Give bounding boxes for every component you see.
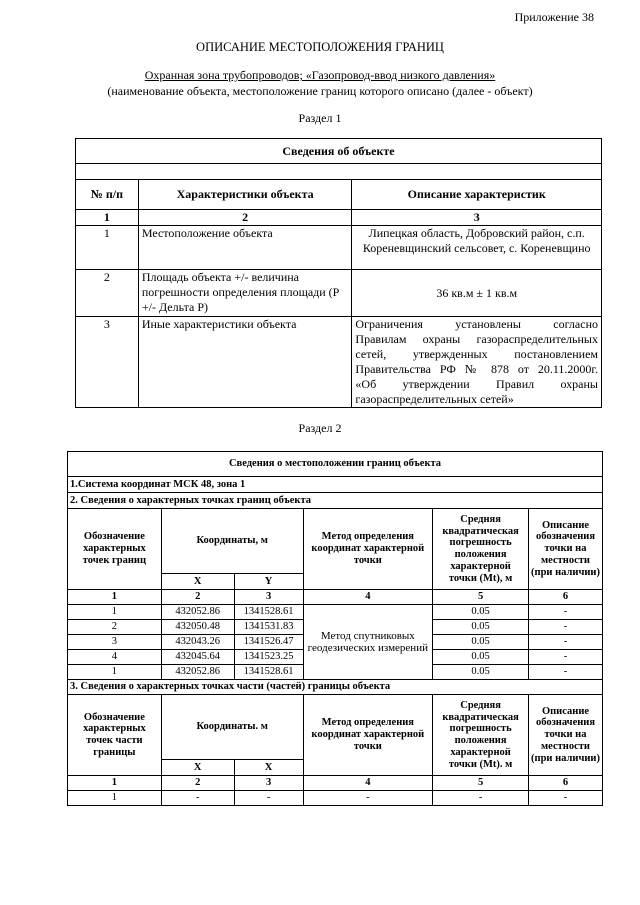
part-point-mt: - [433,791,529,806]
point-id: 4 [68,650,162,665]
header-part-error: Средняя квадратическая погрешность положения характерной точки (Mt). м [433,695,529,776]
point-id: 2 [68,620,162,635]
col-number: 1 [68,776,162,791]
col-number: 1 [76,210,139,226]
row-number: 3 [76,317,139,408]
section-2-label: Раздел 2 [298,421,342,435]
header-method: Метод определения координат характерной точки [303,509,433,590]
point-y: 1341531.83 [234,620,303,635]
part3-title: 3. Сведения о характерных точках части (частей) границы объекта [68,680,603,695]
part-point-x1: - [161,791,234,806]
col-number: 5 [433,590,529,605]
value-line: сетей, утвержденных постановлением [355,347,598,361]
header-point: Обозначение характерных точек границ [68,509,162,590]
col-number: 2 [138,210,352,226]
col-number: 2 [161,776,234,791]
col-number: 4 [303,776,433,791]
characteristic-name: Иные характеристики объекта [138,317,352,408]
part-point-id: 1 [68,791,162,806]
object-description: (наименование объекта, местоположение границ которого описано (далее - объект) [107,84,533,98]
col-number: 3 [234,776,303,791]
col-number: 4 [303,590,433,605]
point-id: 3 [68,635,162,650]
document-title: ОПИСАНИЕ МЕСТОПОЛОЖЕНИЯ ГРАНИЦ [196,40,444,54]
characteristic-value: 36 кв.м ± 1 кв.м [352,270,602,317]
point-desc: - [529,620,603,635]
header-coords: Координаты, м [161,509,303,574]
appendix-label: Приложение 38 [514,10,594,24]
col-header-number: № п/п [76,180,139,210]
table-row [68,605,603,620]
part-point-desc: - [529,791,603,806]
point-id: 1 [68,665,162,680]
part-point-method: - [303,791,433,806]
point-x: 432043.26 [161,635,234,650]
point-mt: 0.05 [433,620,529,635]
header-desc: Описание обозначения точки на местности (при наличии) [529,509,603,590]
value-line: Ограничения установлены согласно [355,317,598,331]
point-method: Метод спутниковых геодезических измерений [303,605,433,680]
point-desc: - [529,635,603,650]
point-x: 432050.48 [161,620,234,635]
point-x: 432052.86 [161,605,234,620]
header-part-x2: X [234,760,303,776]
col-number: 3 [352,210,602,226]
point-desc: - [529,650,603,665]
point-y: 1341528.61 [234,665,303,680]
point-x: 432052.86 [161,665,234,680]
characteristic-name: Площадь объекта +/- величина погрешности определения площади (Р +/- Дельта Р) [138,270,352,317]
point-y: 1341523.25 [234,650,303,665]
col-number: 5 [433,776,529,791]
header-part-method: Метод определения координат характерной точки [303,695,433,776]
value-line: Правительства РФ № 878 от 20.11.2000г. [355,362,598,376]
object-name [0,68,640,83]
point-mt: 0.05 [433,635,529,650]
point-desc: - [529,665,603,680]
point-desc: - [529,605,603,620]
value-line: «Об утверждении Правил охраны [355,377,598,391]
point-x: 432045.64 [161,650,234,665]
header-error: Средняя квадратическая погрешность положения характерной точки (Mt), м [433,509,529,590]
header-part-desc: Описание обозначения точки на местности (при наличии) [529,695,603,776]
characteristic-name: Местоположение объекта [138,226,352,270]
section-1-label: Раздел 1 [298,111,342,125]
point-y: 1341528.61 [234,605,303,620]
header-part-coords: Координаты. м [161,695,303,760]
col-number: 3 [234,590,303,605]
point-mt: 0.05 [433,650,529,665]
spacer-row [76,164,602,180]
point-mt: 0.05 [433,665,529,680]
part2-title: 2. Сведения о характерных точках границ объекта [68,493,603,509]
point-mt: 0.05 [433,605,529,620]
header-part-x1: X [161,760,234,776]
col-number: 2 [161,590,234,605]
header-y: Y [234,574,303,590]
col-header-description: Описание характеристик [352,180,602,210]
point-id: 1 [68,605,162,620]
value-line: Правилам охраны газораспределительных [355,332,598,346]
object-info-table [75,138,602,408]
boundary-table [67,451,603,806]
col-number: 6 [529,776,603,791]
coord-system: 1.Система координат МСК 48, зона 1 [68,477,603,493]
header-x: X [161,574,234,590]
value-line: газораспределительных сетей» [355,392,514,406]
col-header-characteristic: Характеристики объекта [138,180,352,210]
part-point-x2: - [234,791,303,806]
characteristic-value: Липецкая область, Добровский район, с.п. Кореневщинский сельсовет, с. Кореневщино [352,226,602,270]
row-number: 2 [76,270,139,317]
header-part-point: Обозначение характерных точек части границы [68,695,162,776]
object-info-title: Сведения об объекте [76,139,602,164]
object-name-text: Охранная зона трубопроводов; «Газопровод-ввод низкого давления» [144,68,496,82]
characteristic-value [352,317,602,408]
col-number: 1 [68,590,162,605]
col-number: 6 [529,590,603,605]
table-row [68,791,603,806]
boundary-table-title: Сведения о местоположении границ объекта [68,452,603,477]
point-y: 1341526.47 [234,635,303,650]
row-number: 1 [76,226,139,270]
